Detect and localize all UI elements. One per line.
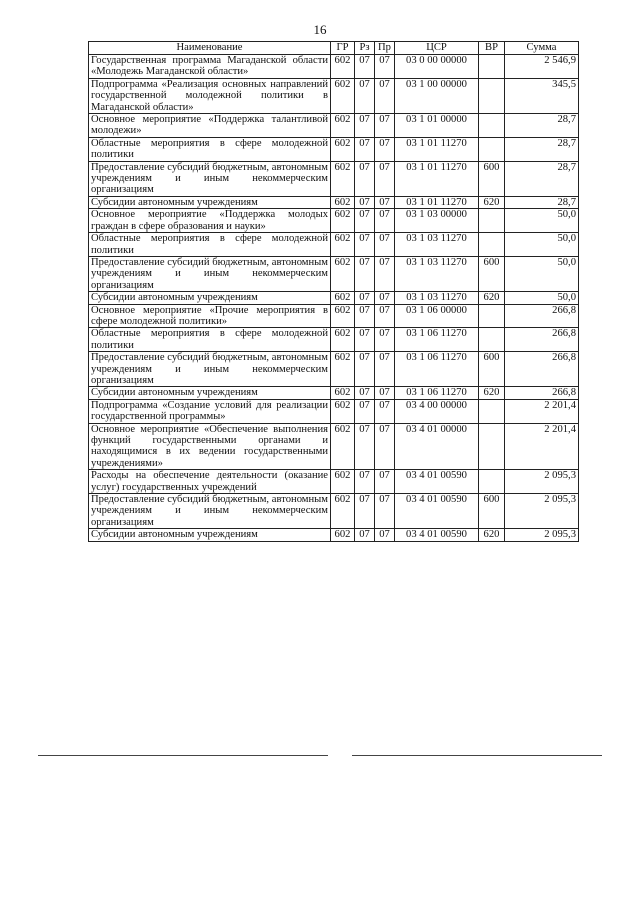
cell-rz: 07 [355,78,375,113]
cell-sum: 2 201,4 [505,423,579,470]
cell-name: Областные мероприятия в сфере молодежной политики [89,233,331,257]
cell-name: Областные мероприятия в сфере молодежной политики [89,328,331,352]
footer-divider-left [38,755,328,756]
cell-gr: 602 [331,494,355,529]
cell-pr: 07 [375,494,395,529]
header-pr: Пр [375,42,395,55]
cell-name: Расходы на обеспечение деятельности (оказание услуг) государственных учреждений [89,470,331,494]
cell-csr: 03 1 03 11270 [395,256,479,291]
cell-gr: 602 [331,114,355,138]
cell-rz: 07 [355,470,375,494]
cell-vr: 620 [479,292,505,304]
cell-pr: 07 [375,114,395,138]
cell-vr [479,233,505,257]
cell-pr: 07 [375,423,395,470]
cell-sum: 2 201,4 [505,399,579,423]
cell-csr: 03 1 01 11270 [395,196,479,208]
cell-csr: 03 1 06 11270 [395,352,479,387]
cell-csr: 03 1 03 11270 [395,292,479,304]
cell-gr: 602 [331,55,355,79]
cell-pr: 07 [375,387,395,399]
cell-gr: 602 [331,292,355,304]
cell-sum: 345,5 [505,78,579,113]
cell-csr: 03 4 01 00590 [395,494,479,529]
table-row [89,209,579,233]
cell-name: Подпрограмма «Реализация основных направлений государственной молодежной политики в Магаданской области» [89,78,331,113]
table-row [89,114,579,138]
cell-pr: 07 [375,304,395,328]
cell-pr: 07 [375,196,395,208]
cell-sum: 266,8 [505,304,579,328]
cell-rz: 07 [355,304,375,328]
cell-sum: 50,0 [505,209,579,233]
table-row [89,399,579,423]
cell-gr: 602 [331,529,355,541]
cell-gr: 602 [331,352,355,387]
cell-vr [479,78,505,113]
cell-name: Предоставление субсидий бюджетным, автономным учреждениям и иным некоммерческим организациям [89,494,331,529]
cell-csr: 03 0 00 00000 [395,55,479,79]
header-name: Наименование [89,42,331,55]
cell-pr: 07 [375,209,395,233]
cell-sum: 28,7 [505,161,579,196]
cell-sum: 2 095,3 [505,529,579,541]
cell-csr: 03 1 03 11270 [395,233,479,257]
cell-sum: 50,0 [505,292,579,304]
cell-pr: 07 [375,55,395,79]
cell-csr: 03 1 01 11270 [395,137,479,161]
cell-sum: 266,8 [505,328,579,352]
cell-gr: 602 [331,196,355,208]
cell-sum: 2 095,3 [505,470,579,494]
header-csr: ЦСР [395,42,479,55]
header-vr: ВР [479,42,505,55]
cell-pr: 07 [375,137,395,161]
cell-csr: 03 1 00 00000 [395,78,479,113]
cell-pr: 07 [375,399,395,423]
cell-csr: 03 1 03 00000 [395,209,479,233]
cell-gr: 602 [331,399,355,423]
cell-vr: 600 [479,256,505,291]
cell-name: Субсидии автономным учреждениям [89,292,331,304]
cell-name: Государственная программа Магаданской области «Молодежь Магаданской области» [89,55,331,79]
table-row [89,470,579,494]
cell-rz: 07 [355,114,375,138]
cell-name: Предоставление субсидий бюджетным, автономным учреждениям и иным некоммерческим организациям [89,352,331,387]
footer-divider-right [352,755,602,756]
table-body [89,55,579,542]
cell-vr: 620 [479,387,505,399]
cell-csr: 03 1 01 11270 [395,161,479,196]
cell-csr: 03 4 01 00590 [395,470,479,494]
cell-pr: 07 [375,256,395,291]
cell-name: Субсидии автономным учреждениям [89,529,331,541]
cell-gr: 602 [331,161,355,196]
cell-csr: 03 4 01 00000 [395,423,479,470]
table-row [89,137,579,161]
table-row [89,423,579,470]
cell-name: Основное мероприятие «Прочие мероприятия в сфере молодежной политики» [89,304,331,328]
cell-vr [479,55,505,79]
table-row [89,387,579,399]
cell-rz: 07 [355,256,375,291]
cell-gr: 602 [331,470,355,494]
cell-pr: 07 [375,328,395,352]
cell-vr: 600 [479,352,505,387]
cell-sum: 50,0 [505,233,579,257]
table-row [89,529,579,541]
cell-name: Предоставление субсидий бюджетным, автономным учреждениям и иным некоммерческим организациям [89,161,331,196]
table-row [89,352,579,387]
cell-pr: 07 [375,470,395,494]
cell-vr [479,470,505,494]
cell-sum: 266,8 [505,352,579,387]
budget-table [88,41,579,542]
cell-sum: 266,8 [505,387,579,399]
table-row [89,55,579,79]
cell-sum: 28,7 [505,114,579,138]
cell-vr [479,137,505,161]
cell-sum: 2 095,3 [505,494,579,529]
cell-vr: 620 [479,196,505,208]
cell-sum: 28,7 [505,196,579,208]
cell-vr [479,209,505,233]
cell-rz: 07 [355,352,375,387]
cell-gr: 602 [331,423,355,470]
cell-pr: 07 [375,292,395,304]
cell-name: Основное мероприятие «Поддержка талантливой молодежи» [89,114,331,138]
cell-sum: 2 546,9 [505,55,579,79]
cell-rz: 07 [355,292,375,304]
header-gr: ГР [331,42,355,55]
cell-name: Субсидии автономным учреждениям [89,387,331,399]
cell-gr: 602 [331,304,355,328]
cell-sum: 50,0 [505,256,579,291]
cell-rz: 07 [355,529,375,541]
cell-name: Основное мероприятие «Поддержка молодых граждан в сфере образования и науки» [89,209,331,233]
cell-csr: 03 1 06 11270 [395,328,479,352]
table-row [89,233,579,257]
cell-gr: 602 [331,209,355,233]
table-row [89,328,579,352]
cell-gr: 602 [331,256,355,291]
cell-rz: 07 [355,233,375,257]
cell-gr: 602 [331,387,355,399]
cell-gr: 602 [331,137,355,161]
cell-vr [479,114,505,138]
cell-sum: 28,7 [505,137,579,161]
cell-rz: 07 [355,494,375,529]
cell-rz: 07 [355,423,375,470]
cell-csr: 03 1 06 11270 [395,387,479,399]
table-row [89,256,579,291]
cell-rz: 07 [355,209,375,233]
cell-vr: 600 [479,161,505,196]
header-rz: Рз [355,42,375,55]
table-row [89,304,579,328]
table-row [89,494,579,529]
cell-vr: 600 [479,494,505,529]
table-header-row [89,42,579,55]
cell-rz: 07 [355,137,375,161]
cell-csr: 03 1 01 00000 [395,114,479,138]
cell-gr: 602 [331,328,355,352]
header-sum: Сумма [505,42,579,55]
table-row [89,161,579,196]
cell-csr: 03 4 01 00590 [395,529,479,541]
cell-csr: 03 1 06 00000 [395,304,479,328]
cell-rz: 07 [355,328,375,352]
cell-vr [479,328,505,352]
cell-name: Субсидии автономным учреждениям [89,196,331,208]
cell-pr: 07 [375,78,395,113]
cell-name: Предоставление субсидий бюджетным, автономным учреждениям и иным некоммерческим организациям [89,256,331,291]
cell-rz: 07 [355,387,375,399]
cell-name: Областные мероприятия в сфере молодежной политики [89,137,331,161]
cell-name: Основное мероприятие «Обеспечение выполнения функций государственными органами и находящимися в их ведении государственными учреждениями» [89,423,331,470]
cell-pr: 07 [375,233,395,257]
cell-pr: 07 [375,352,395,387]
cell-pr: 07 [375,161,395,196]
cell-csr: 03 4 00 00000 [395,399,479,423]
cell-name: Подпрограмма «Создание условий для реализации государственной программы» [89,399,331,423]
cell-gr: 602 [331,78,355,113]
table-row [89,292,579,304]
table-row [89,196,579,208]
cell-vr [479,304,505,328]
table-row [89,78,579,113]
cell-vr: 620 [479,529,505,541]
cell-pr: 07 [375,529,395,541]
cell-rz: 07 [355,399,375,423]
cell-vr [479,399,505,423]
cell-vr [479,423,505,470]
page-number: 16 [313,22,327,37]
cell-rz: 07 [355,55,375,79]
cell-rz: 07 [355,196,375,208]
cell-gr: 602 [331,233,355,257]
cell-rz: 07 [355,161,375,196]
